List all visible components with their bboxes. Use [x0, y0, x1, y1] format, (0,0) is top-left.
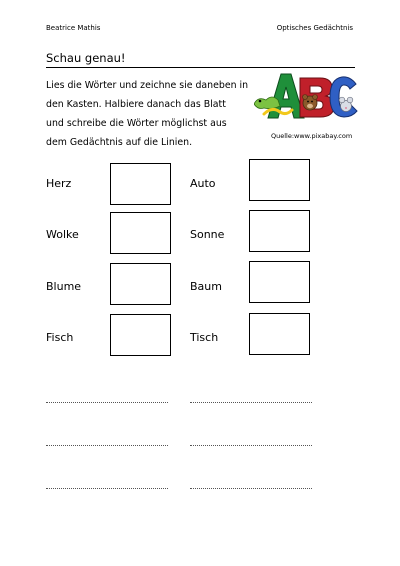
abc-animals-icon: [254, 70, 358, 120]
drawing-box-herz[interactable]: [110, 163, 171, 205]
drawing-box-blume[interactable]: [110, 263, 171, 305]
image-source: Quelle:www.pixabay.com: [271, 132, 353, 140]
instructions: [46, 76, 268, 152]
drawing-box-tisch[interactable]: [249, 313, 310, 355]
writing-line[interactable]: [46, 488, 168, 489]
author-name: Beatrice Mathis: [46, 24, 101, 32]
word-herz: Herz: [46, 177, 72, 190]
drawing-box-baum[interactable]: [249, 261, 310, 303]
instruction-line: den Kasten. Halbiere danach das Blatt: [46, 99, 226, 110]
writing-line[interactable]: [190, 488, 312, 489]
writing-line[interactable]: [190, 445, 312, 446]
word-auto: Auto: [190, 177, 216, 190]
instruction-line: und schreibe die Wörter möglichst aus: [46, 118, 227, 129]
title-underline: [46, 67, 355, 68]
worksheet-topic: Optisches Gedächtnis: [276, 24, 353, 32]
word-sonne: Sonne: [190, 228, 225, 241]
word-fisch: Fisch: [46, 331, 74, 344]
writing-line[interactable]: [46, 445, 168, 446]
worksheet-title: Schau genau!: [46, 51, 126, 65]
word-wolke: Wolke: [46, 228, 79, 241]
instruction-line: Lies die Wörter und zeichne sie daneben in: [46, 80, 249, 91]
writing-line[interactable]: [190, 402, 312, 403]
writing-line[interactable]: [46, 402, 168, 403]
drawing-box-auto[interactable]: [249, 159, 310, 201]
word-blume: Blume: [46, 280, 82, 293]
drawing-box-sonne[interactable]: [249, 210, 310, 252]
word-baum: Baum: [190, 280, 222, 293]
word-tisch: Tisch: [190, 331, 219, 344]
drawing-box-wolke[interactable]: [110, 212, 171, 254]
drawing-box-fisch[interactable]: [110, 314, 171, 356]
instruction-line: dem Gedächtnis auf die Linien.: [46, 137, 193, 148]
